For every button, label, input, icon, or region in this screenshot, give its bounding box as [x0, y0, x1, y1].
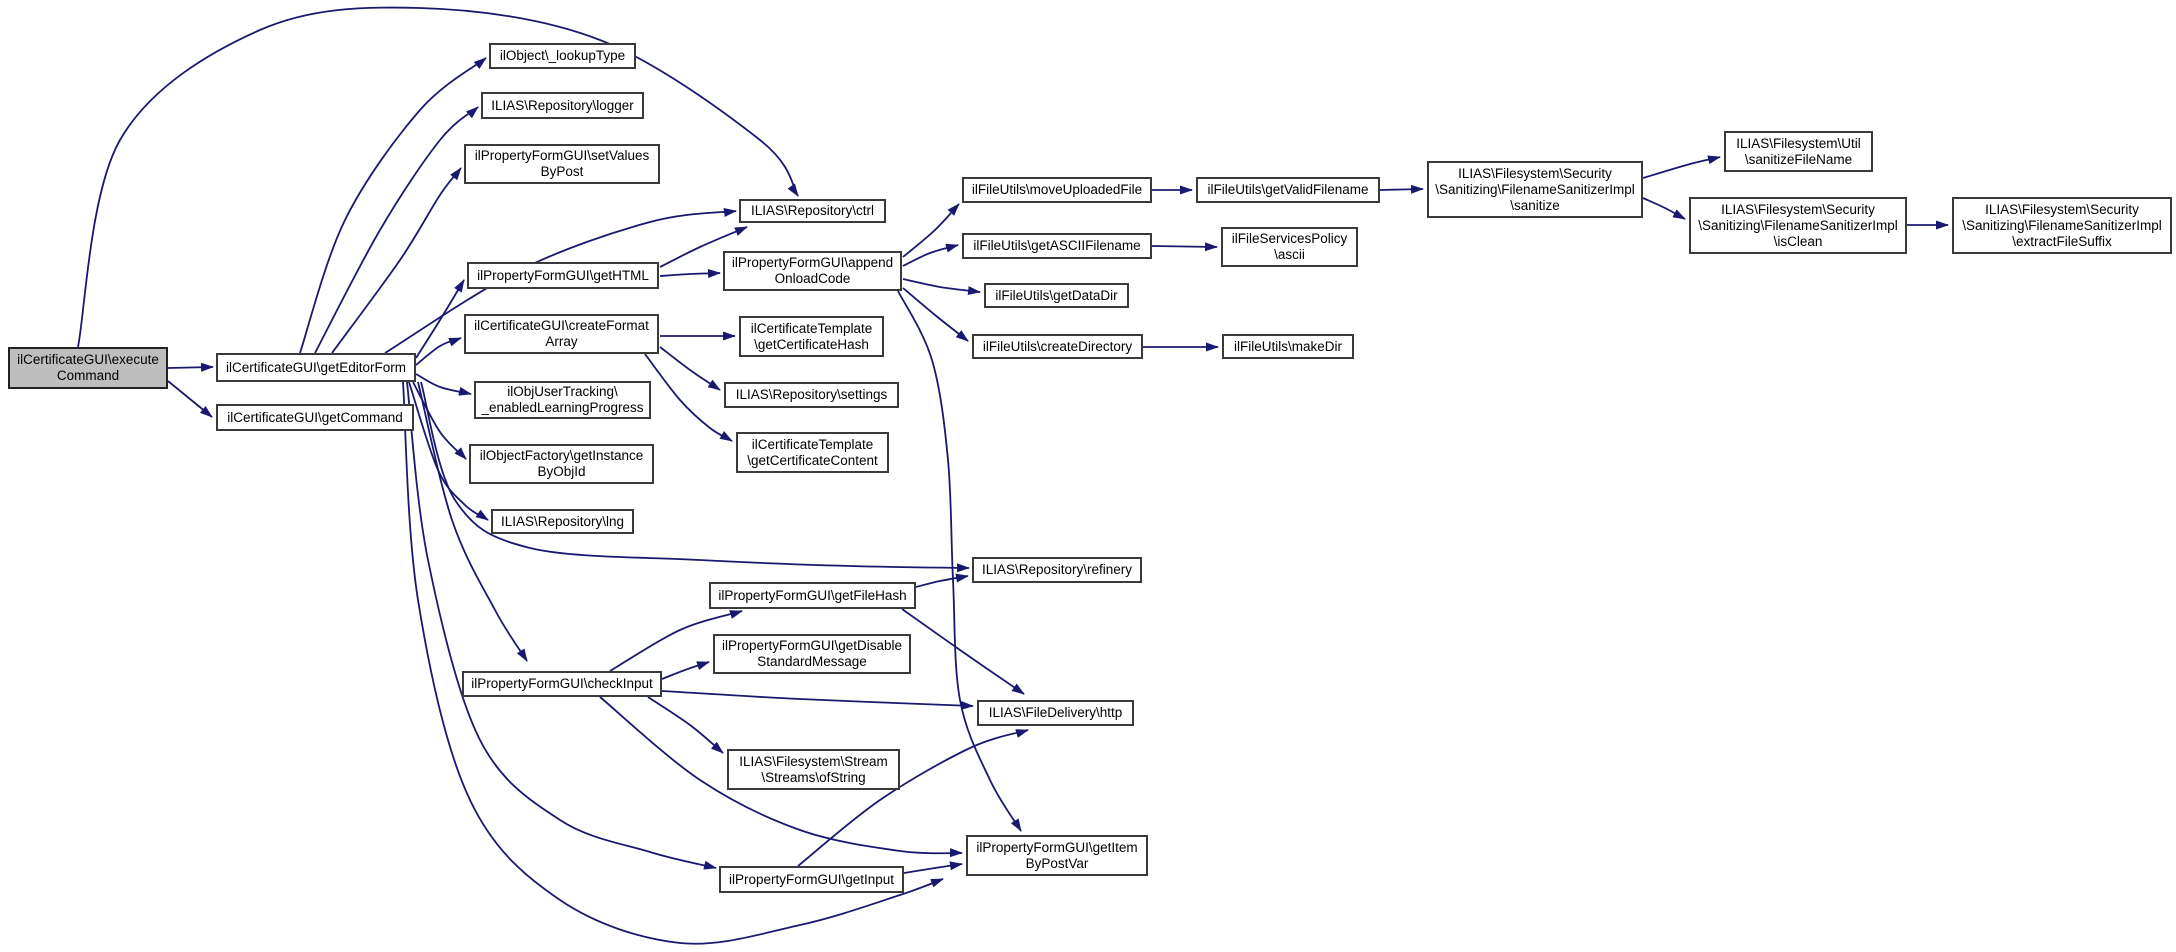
- edge-getEditorForm-to-createFormatArray: [416, 338, 461, 365]
- node-label-line: \Sanitizing\FilenameSanitizerImpl: [1435, 181, 1635, 197]
- node-label-line: \sanitize: [1510, 197, 1560, 213]
- edge-getEditorForm-to-setValuesByPost: [332, 168, 461, 353]
- node-label-line: ILIAS\Repository\refinery: [981, 562, 1133, 577]
- node-label-line: ilPropertyFormGUI\getDisable: [721, 638, 903, 653]
- node-getFileHash[interactable]: [709, 582, 916, 609]
- node-label-line: \Streams\ofString: [761, 769, 866, 785]
- node-getInstanceByObjId[interactable]: [469, 444, 654, 484]
- node-label-line: ilPropertyFormGUI\append: [731, 255, 894, 270]
- node-label-line: ILIAS\Repository\settings: [735, 387, 888, 402]
- node-label-line: ilFileUtils\makeDir: [1233, 338, 1342, 354]
- node-label-line: ilFileUtils\moveUploadedFile: [971, 182, 1143, 197]
- node-makeDir[interactable]: [1222, 334, 1354, 359]
- node-settings[interactable]: [724, 382, 899, 408]
- edge-getASCIIFilename-to-asciiPolicy: [1152, 246, 1217, 247]
- node-appendOnloadCode[interactable]: [723, 251, 902, 291]
- node-ofString[interactable]: [727, 749, 900, 790]
- node-getInput[interactable]: [719, 866, 904, 893]
- node-label-line: ILIAS\Filesystem\Util: [1736, 135, 1861, 151]
- node-lookupType[interactable]: [489, 43, 636, 69]
- edge-checkInput-to-http: [662, 691, 973, 706]
- node-checkInput[interactable]: [462, 671, 662, 697]
- edge-getInput-to-getItemByPostVar: [904, 864, 962, 873]
- edge-getHTML-to-appendOnloadCode: [660, 273, 720, 276]
- node-getEditorForm[interactable]: [216, 353, 416, 382]
- node-label-line: ilFileUtils\getASCIIFilename: [973, 238, 1141, 253]
- node-label-line: StandardMessage: [757, 654, 867, 669]
- node-getDisableStandardMessage[interactable]: [713, 634, 911, 674]
- node-label-line: ilCertificateTemplate: [751, 436, 874, 452]
- node-label-line: ilCertificateGUI\createFormat: [474, 318, 649, 333]
- node-createDirectory[interactable]: [972, 334, 1143, 359]
- node-enabledLearningProgress[interactable]: [474, 381, 651, 419]
- edge-appendOnloadCode-to-createDirectory: [903, 288, 968, 341]
- node-label-line: ilObjUserTracking\: [507, 384, 618, 399]
- node-label-line: ilFileServicesPolicy: [1231, 231, 1348, 246]
- node-label-line: ilPropertyFormGUI\setValues: [474, 148, 650, 163]
- node-label-line: ilFileUtils\createDirectory: [982, 338, 1133, 354]
- node-lng[interactable]: [491, 509, 634, 534]
- node-label-line: ILIAS\Filesystem\Security: [1458, 165, 1612, 181]
- node-label-line: \Sanitizing\FilenameSanitizerImpl: [1698, 217, 1898, 233]
- node-getASCIIFilename[interactable]: [962, 233, 1152, 259]
- node-label-line: ILIAS\Repository\logger: [491, 97, 634, 113]
- node-label-line: ilCertificateGUI\getCommand: [227, 409, 403, 425]
- node-isClean[interactable]: [1689, 197, 1907, 254]
- node-extractFileSuffix[interactable]: [1952, 197, 2172, 254]
- edge-appendOnloadCode-to-getDataDir: [903, 279, 980, 292]
- node-label-line: ilCertificateGUI\execute: [17, 352, 159, 367]
- edge-getFileHash-to-http: [902, 609, 1024, 694]
- node-label-line: ilPropertyFormGUI\getFileHash: [718, 587, 907, 603]
- node-label-line: ilObjectFactory\getInstance: [479, 448, 644, 463]
- edge-executeCommand-to-getCommand: [168, 381, 212, 417]
- node-label-line: ByObjId: [537, 464, 586, 479]
- edge-getEditorForm-to-enabledLearningProgress: [416, 374, 471, 394]
- node-label-line: ILIAS\FileDelivery\http: [988, 705, 1123, 720]
- node-label-line: ilPropertyFormGUI\checkInput: [471, 676, 653, 691]
- node-getCommand[interactable]: [216, 404, 414, 431]
- node-sanitize[interactable]: [1427, 161, 1643, 218]
- node-label-line: OnloadCode: [774, 271, 851, 286]
- node-getValidFilename[interactable]: [1196, 177, 1380, 203]
- edge-sanitize-to-isClean: [1643, 198, 1685, 219]
- node-label-line: ilCertificateGUI\getEditorForm: [225, 359, 407, 375]
- node-http[interactable]: [977, 700, 1134, 726]
- node-logger[interactable]: [481, 92, 644, 119]
- node-getCertificateHash[interactable]: [739, 316, 884, 357]
- node-getItemByPostVar[interactable]: [966, 835, 1148, 876]
- node-asciiPolicy[interactable]: [1221, 227, 1358, 267]
- node-label-line: ILIAS\Filesystem\Stream: [739, 753, 888, 769]
- node-label-line: ilPropertyFormGUI\getItem: [976, 839, 1138, 855]
- node-label-line: Array: [545, 334, 578, 349]
- node-label-line: ILIAS\Filesystem\Security: [1721, 201, 1875, 217]
- node-createFormatArray[interactable]: [464, 314, 659, 354]
- node-label-line: \getCertificateContent: [747, 452, 878, 468]
- node-label-line: Command: [56, 368, 120, 383]
- node-label-line: ByPostVar: [1025, 855, 1089, 871]
- node-moveUploadedFile[interactable]: [962, 177, 1152, 203]
- node-label-line: ILIAS\Repository\ctrl: [750, 203, 875, 218]
- edge-getEditorForm-to-lookupType: [300, 58, 486, 353]
- node-label-line: \isClean: [1773, 233, 1823, 249]
- node-label-line: \sanitizeFileName: [1744, 151, 1853, 167]
- node-label-line: ilFileUtils\getValidFilename: [1207, 182, 1369, 197]
- node-label-line: ilPropertyFormGUI\getHTML: [477, 267, 649, 283]
- node-label-line: ILIAS\Repository\lng: [500, 513, 625, 529]
- edge-sanitize-to-sanitizeFileName: [1643, 157, 1720, 178]
- edge-checkInput-to-getDisableStandardMessage: [662, 662, 709, 679]
- node-label-line: ilFileUtils\getDataDir: [995, 287, 1118, 303]
- node-label-line: ilCertificateTemplate: [750, 320, 873, 336]
- node-label-line: ILIAS\Filesystem\Security: [1985, 201, 2139, 217]
- node-label-line: _enabledLearningProgress: [481, 400, 644, 415]
- edge-createFormatArray-to-settings: [660, 347, 720, 390]
- node-refinery[interactable]: [972, 557, 1142, 583]
- node-executeCommand: [8, 347, 168, 389]
- edge-getValidFilename-to-sanitize: [1380, 189, 1423, 190]
- node-label-line: ByPost: [540, 164, 584, 179]
- edge-executeCommand-to-getEditorForm: [168, 367, 213, 368]
- edge-appendOnloadCode-to-moveUploadedFile: [903, 204, 959, 257]
- node-ctrl[interactable]: [739, 199, 886, 223]
- node-sanitizeFileName[interactable]: [1724, 131, 1873, 172]
- edge-executeCommand-to-ctrl: [78, 8, 798, 347]
- node-label-line: \getCertificateHash: [754, 336, 869, 352]
- node-label-line: \Sanitizing\FilenameSanitizerImpl: [1962, 217, 2162, 233]
- node-getCertificateContent[interactable]: [736, 432, 889, 473]
- edge-appendOnloadCode-to-getASCIIFilename: [903, 245, 958, 266]
- edge-createFormatArray-to-getCertificateContent: [645, 354, 732, 441]
- node-label-line: \ascii: [1274, 247, 1305, 262]
- node-label-line: ilObject\_lookupType: [499, 48, 626, 63]
- edge-getFileHash-to-refinery: [916, 576, 968, 587]
- node-getDataDir[interactable]: [984, 283, 1129, 308]
- edge-checkInput-to-ofString: [648, 697, 723, 753]
- node-setValuesByPost[interactable]: [464, 144, 660, 184]
- node-getHTML[interactable]: [467, 262, 659, 289]
- node-label-line: \extractFileSuffix: [2012, 233, 2112, 249]
- node-label-line: ilPropertyFormGUI\getInput: [728, 871, 895, 887]
